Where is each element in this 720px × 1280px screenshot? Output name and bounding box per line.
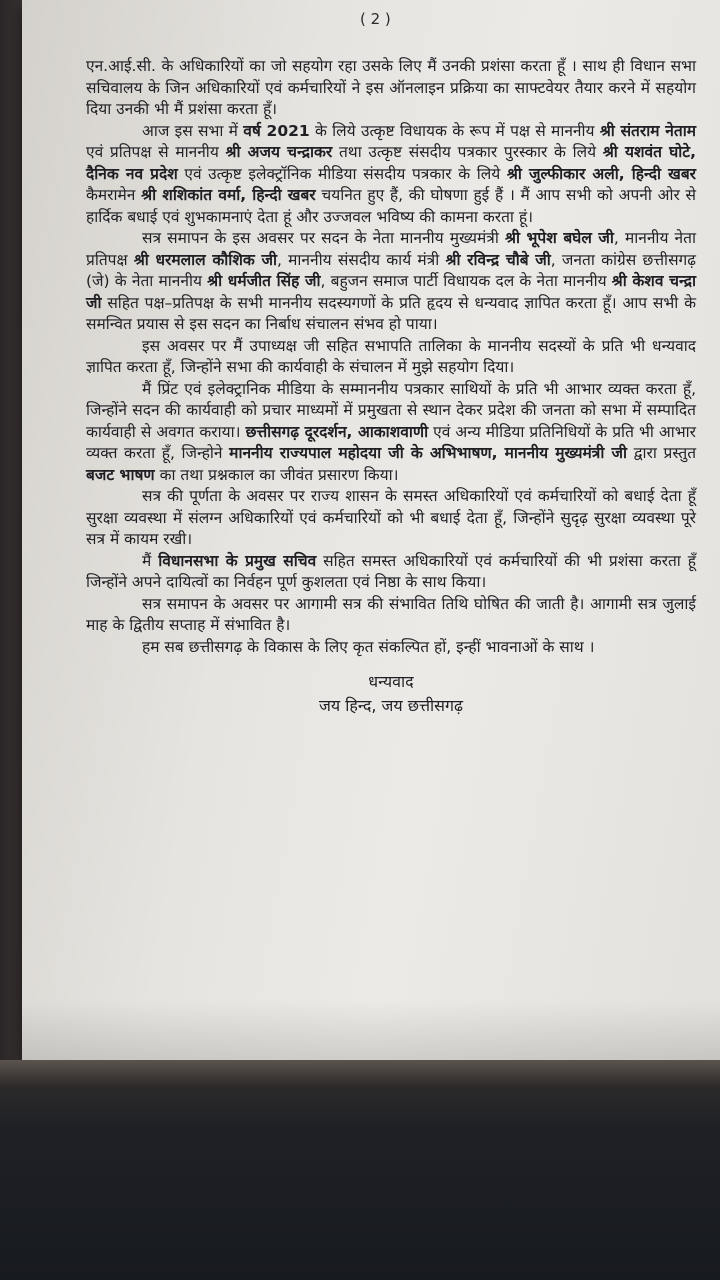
paragraph — [86, 637, 696, 659]
page-shadow — [22, 1000, 720, 1060]
bold-text-run: श्री धरमलाल कौशिक जी — [133, 250, 277, 269]
text-run: का तथा प्रश्नकाल का जीवंत प्रसारण किया। — [154, 465, 399, 484]
bold-text-run: श्री शशिकांत वर्मा, हिन्दी खबर — [141, 186, 316, 204]
background-lower — [0, 1060, 720, 1280]
text-run: , जनता कांग्रेस छत्तीसगढ़ (जे) के नेता माननीय — [86, 250, 697, 290]
text-run: एवं अन्य मीडिया प्रतिनिधियों के प्रति भी आभार व्यक्त करता हूँ, जिन्होने — [86, 422, 696, 462]
bold-text-run: श्री भूपेश बघेल जी — [504, 229, 614, 247]
paragraph — [86, 486, 696, 551]
text-run: आज इस सभा में — [142, 121, 244, 140]
text-run: इस अवसर पर मैं उपाध्यक्ष जी सहित सभापति तालिका के माननीय सदस्यों के प्रति भी धन्यवाद ज्ञापित करता हूँ, जिन्होंने सभा की कार्यवाही के संचालन में मुझे सहयोग दिया। — [86, 336, 696, 376]
text-run: , बहुजन समाज पार्टी विधायक दल के नेता माननीय — [320, 272, 612, 290]
text-run: के लिये उत्कृष्ट विधायक के रूप में पक्ष से माननीय — [309, 121, 600, 140]
text-run: , माननीय नेता प्रतिपक्ष — [86, 229, 696, 269]
bold-text-run: श्री संतराम नेताम — [599, 121, 696, 140]
paragraph — [86, 551, 696, 594]
paragraph — [86, 594, 696, 637]
bold-text-run: श्री केशव चन्द्रा जी — [86, 272, 696, 312]
paragraph — [86, 379, 696, 487]
page-number: ( 2 ) — [360, 10, 391, 28]
text-run: सत्र की पूर्णता के अवसर पर राज्य शासन के समस्त अधिकारियों एवं कर्मचारियों को बधाई देता हूँ सुरक्षा व्यवस्था में संलग्न अधिकारियों एवं कर्मचारियों को भी बधाई देता हूँ, जिन्होंने सुदृढ़ सुरक्षा व्यवस्था पूरे सत्र में कायम रखी। — [86, 487, 696, 548]
text-run: तथा उत्कृष्ट संसदीय पत्रकार पुरस्कार के लिये — [332, 143, 603, 161]
bold-text-run: बजट भाषण — [86, 465, 155, 484]
text-run: , माननीय संसदीय कार्य मंत्री — [276, 250, 446, 269]
paragraph — [86, 56, 696, 121]
bold-text-run: छत्तीसगढ़ दूरदर्शन, आकाशवाणी — [245, 422, 429, 441]
document-body — [86, 56, 696, 658]
text-run: सहित पक्ष–प्रतिपक्ष के सभी माननीय सदस्यगणों के प्रति हृदय से धन्यवाद ज्ञापित करता हूँ। आप सभी के समन्वित प्रयास से इस सदन का निर्बाध संचालन संभव हो पाया। — [86, 293, 696, 333]
bold-text-run: श्री जुल्फीकार अली, हिन्दी खबर — [506, 164, 697, 183]
paragraph — [86, 336, 696, 379]
text-run: सत्र समापन के अवसर पर आगामी सत्र की संभावित तिथि घोषित की जाती है। आगामी सत्र जुलाई माह के द्वितीय सप्ताह में संभावित है। — [86, 594, 696, 634]
text-run: सत्र समापन के इस अवसर पर सदन के नेता माननीय मुख्यमंत्री — [142, 229, 505, 247]
text-run: चयनित हुए हैं, की घोषणा हुई हैं । मैं आप सभी को अपनी ओर से हार्दिक बधाई एवं शुभकामनाएं देता हूं और उज्जवल भविष्य की कामना करता हूं। — [86, 186, 696, 226]
closing-thanks: धन्यवाद — [368, 672, 414, 691]
bold-text-run: श्री अजय चन्द्राकर — [225, 143, 333, 161]
bold-text-run: विधानसभा के प्रमुख सचिव — [158, 551, 317, 570]
text-run: एन.आई.सी. के अधिकारियों का जो सहयोग रहा उसके लिए मैं उनकी प्रशंसा करता हूँ । साथ ही विधान सभा सचिवालय के जिन अधिकारियों एवं कर्मचारियों ने इस ऑनलाइन प्रक्रिया का साफ्टवेयर तैयार करने में सहयोग दिया उनकी भी मैं प्रशंसा करता हूँ। — [86, 57, 696, 118]
text-run: द्वारा प्रस्तुत — [626, 444, 697, 462]
text-run: एवं प्रतिपक्ष से माननीय — [86, 143, 226, 161]
text-run: कैमरामेन — [86, 186, 142, 204]
bold-text-run: श्री यशवंत घोटे, दैनिक नव प्रदेश — [86, 143, 696, 183]
text-run: मैं प्रिंट एवं इलेक्ट्रानिक मीडिया के सम्माननीय पत्रकार साथियों के प्रति भी आभार व्यक्त करता हूँ, जिन्होंने सदन की कार्यवाही को प्रचार माध्यमों में प्रमुखता से स्थान देकर प्रदेश की जनता को सभा में सम्पादित कार्यवाही से अवगत कराया। — [86, 379, 696, 441]
text-run: सहित समस्त अधिकारियों एवं कर्मचारियों की भी प्रशंसा करता हूँ जिन्होंने अपने दायित्वों का निर्वहन पूर्ण कुशलता एवं निष्ठा के साथ किया। — [86, 551, 696, 591]
page-fold-edge — [0, 1060, 720, 1086]
bold-text-run: वर्ष 2021 — [243, 121, 310, 140]
text-run: हम सब छत्तीसगढ़ के विकास के लिए कृत संकल्पित हों, इन्हीं भावनाओं के साथ । — [142, 637, 595, 656]
text-run: एवं उत्कृष्ट इलेक्ट्रॉनिक मीडिया संसदीय पत्रकार के लिये — [177, 164, 507, 183]
paragraph — [86, 228, 696, 336]
bold-text-run: श्री धर्मजीत सिंह जी — [207, 272, 321, 290]
paragraph — [86, 121, 696, 229]
text-run: मैं — [142, 551, 159, 570]
bold-text-run: श्री रविन्द्र चौबे जी — [445, 250, 551, 269]
bold-text-run: माननीय राज्यपाल महोदया जी के अभिभाषण, माननीय मुख्यमंत्री जी — [229, 444, 627, 462]
closing-slogan: जय हिन्द, जय छत्तीसगढ़ — [319, 696, 463, 715]
closing-block — [86, 670, 696, 718]
